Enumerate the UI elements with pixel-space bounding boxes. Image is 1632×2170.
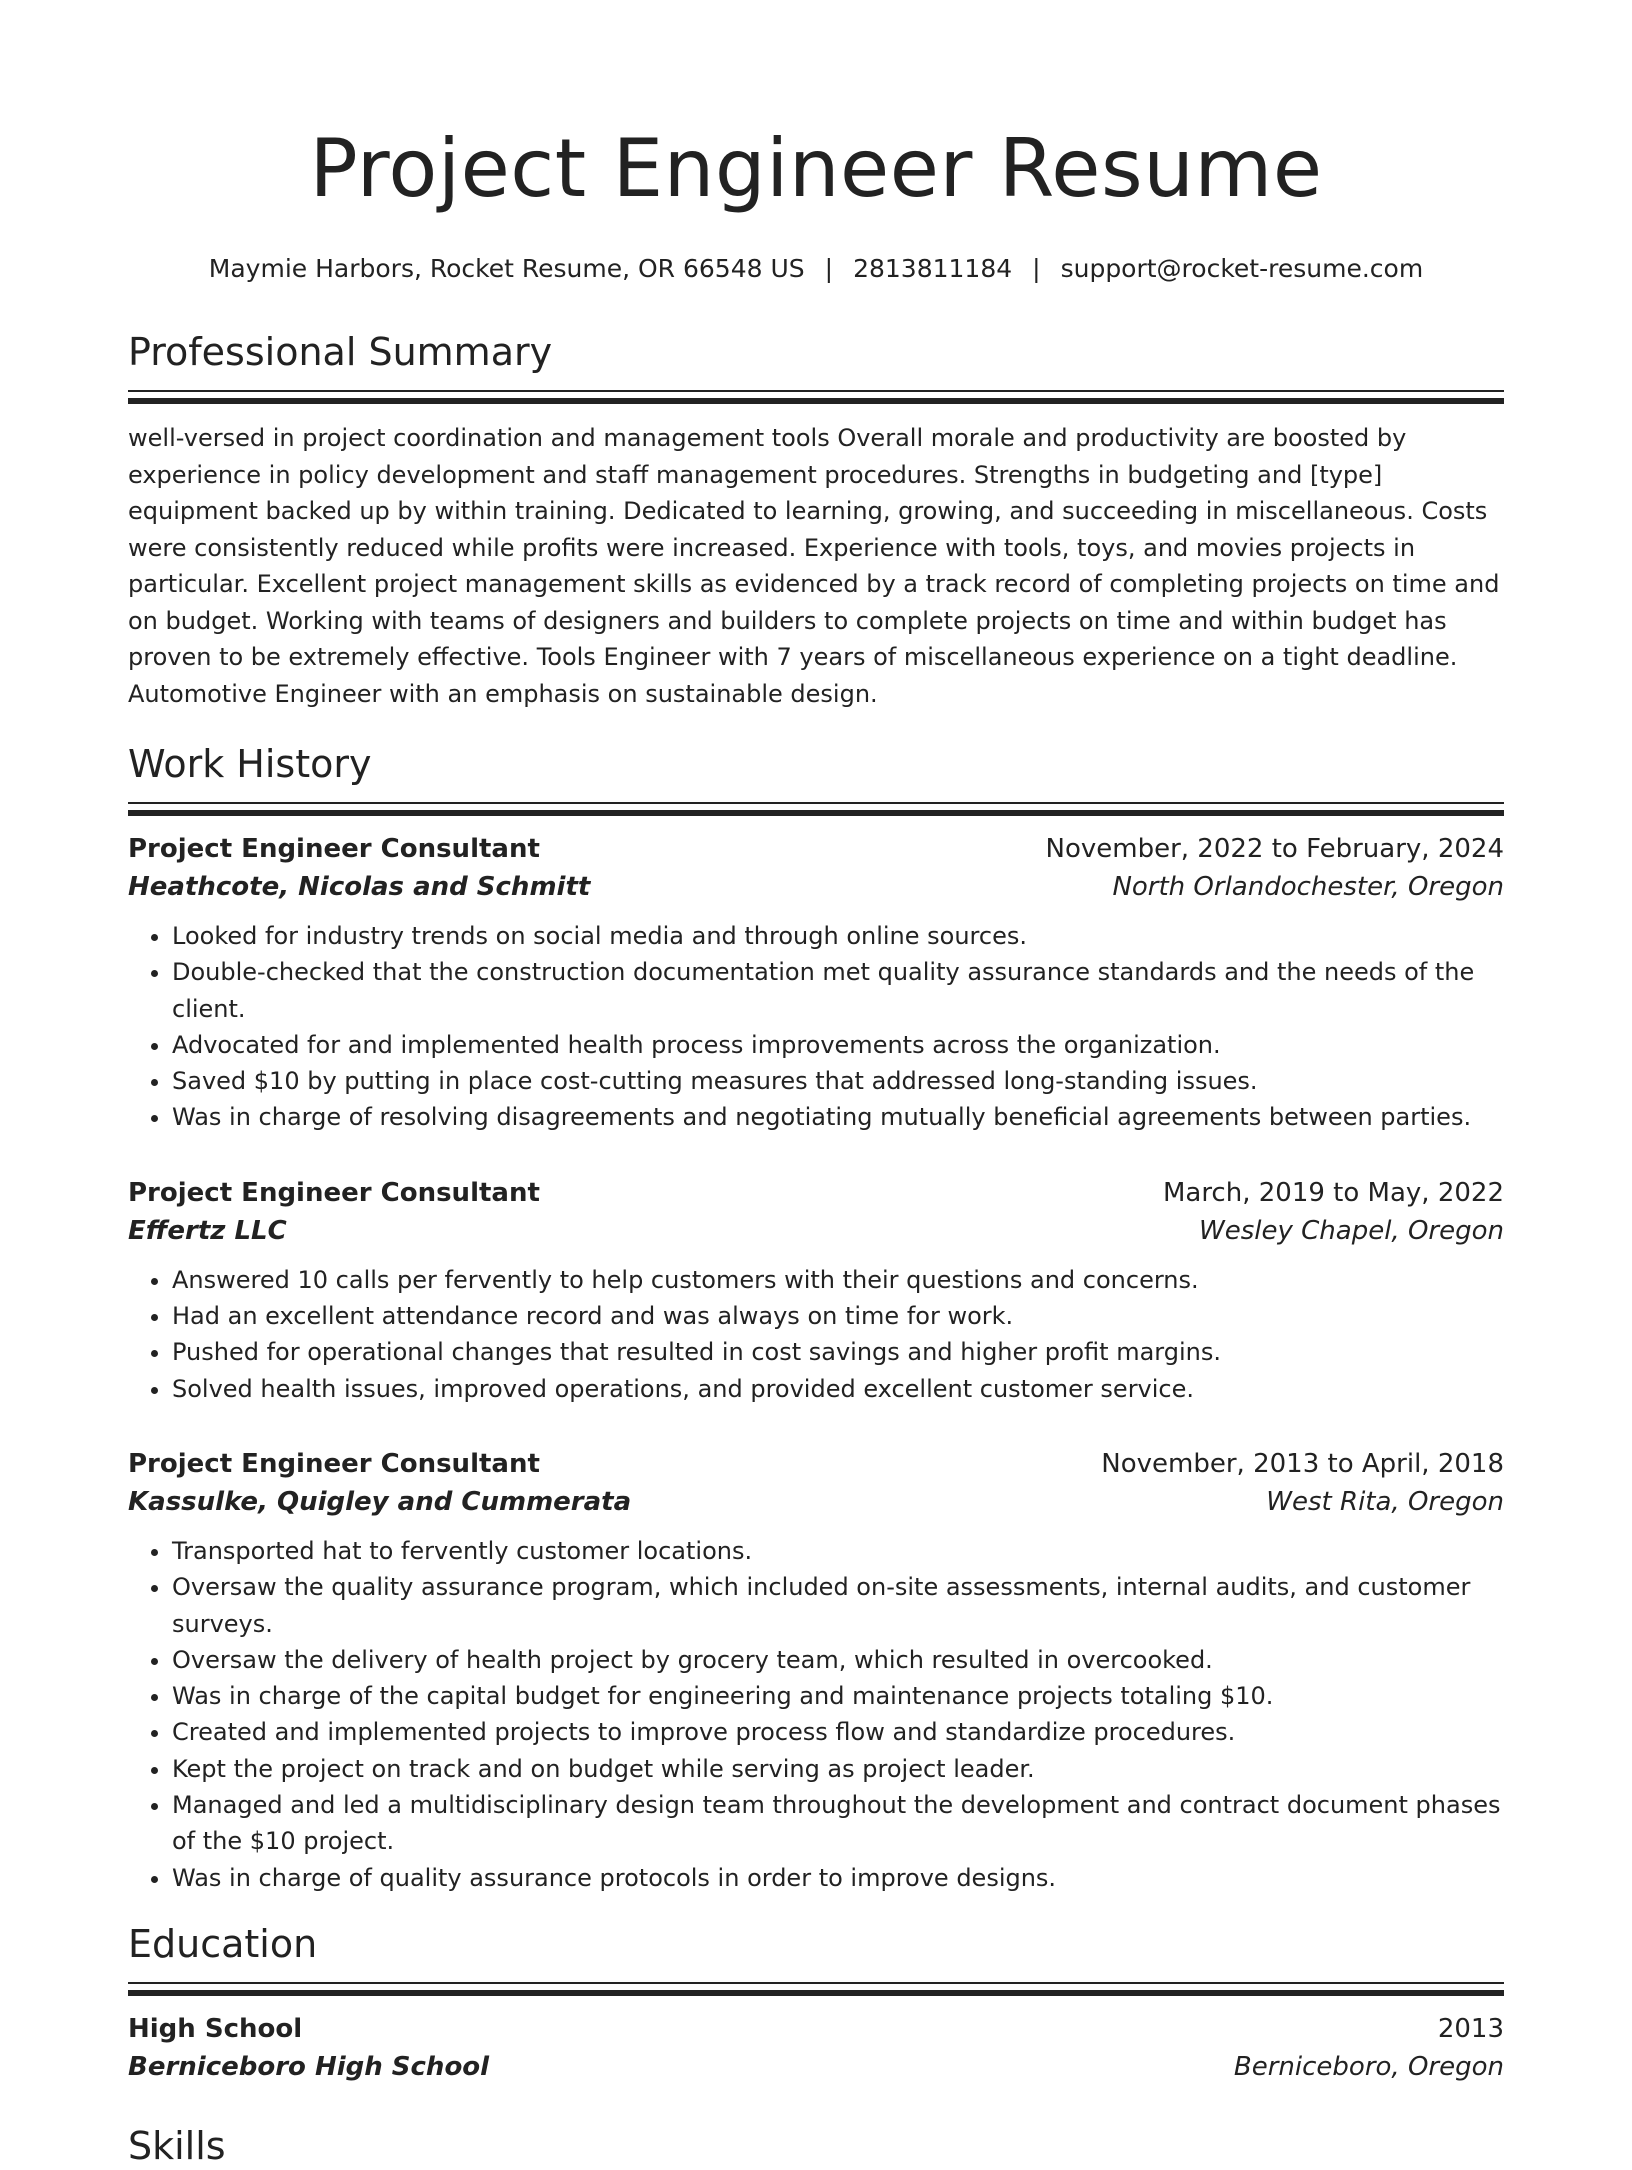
list-item: • Saved $10 by putting in place cost-cutting measures that addressed long-standing issues. — [172, 1063, 1504, 1099]
job-title: Project Engineer Consultant — [128, 1448, 540, 1479]
job-location: West Rita, Oregon — [1266, 1486, 1504, 1517]
job-dates: November, 2013 to April, 2018 — [1101, 1448, 1504, 1479]
job-entry — [128, 830, 1504, 1136]
list-item: • Managed and led a multidisciplinary design team throughout the development and contract document phases of the $10 project. — [172, 1787, 1504, 1860]
contact-email: support@rocket-resume.com — [1060, 254, 1424, 283]
list-item: • Was in charge of quality assurance protocols in order to improve designs. — [172, 1860, 1504, 1896]
list-item: • Was in charge of the capital budget for engineering and maintenance projects totaling $10. — [172, 1678, 1504, 1714]
job-title: Project Engineer Consultant — [128, 834, 540, 864]
job-entry — [128, 1174, 1504, 1407]
contact-separator: | — [1032, 254, 1041, 283]
contact-separator: | — [824, 254, 834, 283]
job-company: Kassulke, Quigley and Cummerata — [128, 1486, 632, 1517]
list-item: • Looked for industry trends on social media and through online sources. — [172, 918, 1504, 954]
list-item: • Solved health issues, improved operations, and provided excellent customer service. — [172, 1371, 1504, 1407]
section-divider — [128, 390, 1504, 404]
list-item: • Kept the project on track and on budget while serving as project leader. — [172, 1751, 1504, 1787]
summary-section — [128, 328, 1504, 712]
list-item: • Oversaw the quality assurance program, which included on-site assessments, internal audits, and customer surveys. — [172, 1569, 1504, 1642]
list-item: • Double-checked that the construction documentation met quality assurance standards and the needs of the client. — [172, 954, 1504, 1027]
education-section — [128, 1920, 1504, 2086]
contact-line — [128, 252, 1504, 286]
education-degree: High School — [128, 2013, 303, 2044]
list-item: • Transported hat to fervently customer locations. — [172, 1533, 1504, 1569]
summary-text: well-versed in project coordination and management tools Overall morale and productivity are boosted by experience in policy development and staff management procedures. Strengths in budgeting and [type] equipment backed up by within training. Dedicated to learning, growing, and succeeding in miscellaneous. Costs were consistently reduced while profits were increased. Experience with tools, toys, and movies projects in particular. Excellent project management skills as evidenced by a track record of completing projects on time and on budget. Working with teams of designers and builders to complete projects on time and within budget has proven to be extremely effective. Tools Engineer with 7 years of miscellaneous experience on a tight deadline. Automotive Engineer with an emphasis on sustainable design. — [128, 424, 1500, 708]
summary-heading: Professional Summary — [128, 330, 553, 374]
job-title: Project Engineer Consultant — [128, 1177, 540, 1208]
job-company: Heathcote, Nicolas and Schmitt — [128, 872, 591, 902]
skills-heading: Skills — [128, 2123, 226, 2168]
list-item: • Had an excellent attendance record and was always on time for work. — [172, 1298, 1504, 1334]
list-item: • Answered 10 calls per fervently to help customers with their questions and concerns. — [172, 1262, 1504, 1298]
job-entry — [128, 1445, 1504, 1896]
job-location: Wesley Chapel, Oregon — [1199, 1215, 1504, 1246]
section-divider — [128, 1982, 1504, 1996]
list-item: • Pushed for operational changes that resulted in cost savings and higher profit margins. — [172, 1334, 1504, 1370]
job-bullets — [128, 918, 1504, 1136]
work-history-section — [128, 740, 1504, 1896]
education-location: Berniceboro, Oregon — [1233, 2051, 1504, 2082]
skills-section — [128, 2122, 1504, 2170]
list-item: • Created and implemented projects to improve process flow and standardize procedures. — [172, 1714, 1504, 1750]
list-item: • Was in charge of resolving disagreements and negotiating mutually beneficial agreements between parties. — [172, 1099, 1504, 1135]
resume-title: Project Engineer Resume — [309, 122, 1323, 215]
section-divider — [128, 802, 1504, 816]
job-location: North Orlandochester, Oregon — [1112, 872, 1504, 902]
job-bullets — [128, 1533, 1504, 1896]
job-company: Effertz LLC — [128, 1215, 287, 1246]
education-heading: Education — [128, 1921, 318, 1966]
contact-address: Maymie Harbors, Rocket Resume, OR 66548 US — [208, 254, 805, 283]
list-item: • Advocated for and implemented health process improvements across the organization. — [172, 1027, 1504, 1063]
list-item: • Oversaw the delivery of health project by grocery team, which resulted in overcooked. — [172, 1642, 1504, 1678]
job-bullets — [128, 1262, 1504, 1407]
education-year: 2013 — [1437, 2013, 1504, 2044]
education-school: Berniceboro High School — [128, 2051, 490, 2082]
job-dates: November, 2022 to February, 2024 — [1045, 834, 1504, 864]
contact-phone: 2813811184 — [853, 254, 1013, 283]
job-dates: March, 2019 to May, 2022 — [1162, 1177, 1504, 1208]
work-history-heading: Work History — [128, 742, 372, 786]
